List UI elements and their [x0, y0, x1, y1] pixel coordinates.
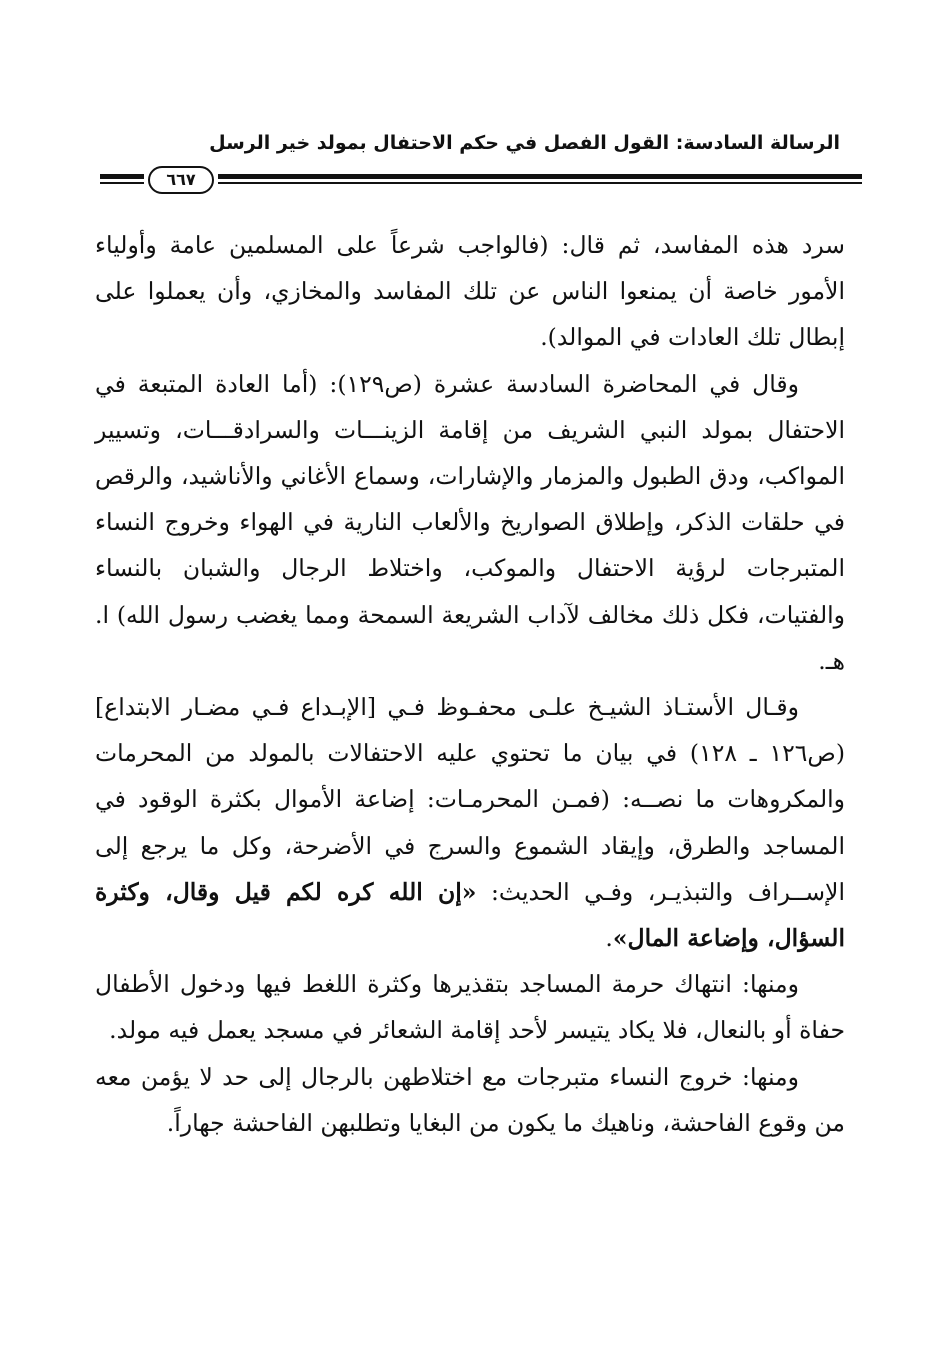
- header-rule-thick-left: [100, 174, 144, 179]
- header-rule-thin-left: [100, 182, 144, 184]
- paragraph-4: ومنها: انتهاك حرمة المساجد بتقذيرها وكثرة اللغط فيها ودخول الأطفال حفاة أو بالنعال، فلا يكاد يتيسر لأحد إقامة الشعائر في مسجد يعمل فيه مولد.: [95, 970, 845, 1045]
- running-header-title: الرسالة السادسة: القول الفصل في حكم الاحتفال بمولد خير الرسل: [209, 132, 840, 154]
- header-rule: [100, 166, 862, 192]
- paragraph-3-tail: .: [605, 924, 613, 953]
- body-text: [95, 222, 845, 1146]
- paragraph-2: وقال في المحاضرة السادسة عشرة (ص١٢٩): (أما العادة المتبعة في الاحتفال بمولد النبي الشريف من إقامة الزينـــات والسرادقـــات، وتسيير المواكب، ودق الطبول والمزمار والإشارات، وسماع الأغاني والأناشيد، والرقص في حلقات الذكر، وإطلاق الصواريخ والألعاب النارية في الهواء وخروج النساء المتبرجات لرؤية الاحتفال والموكب، واختلاط الرجال والشبان بالنساء والفتيات، فكل ذلك مخالف لآداب الشريعة السمحة ومما يغضب رسول الله) ا. هـ.: [95, 369, 845, 675]
- header-rule-thick-right: [218, 174, 862, 179]
- page-number-badge: ٦٦٧: [148, 166, 214, 194]
- hadith-quote: «إن الله كره لكم قيل وقال، وكثرة السؤال، وإضاعة المال»: [95, 877, 845, 953]
- paragraph-1: سرد هذه المفاسد، ثم قال: (فالواجب شرعاً على المسلمين عامة وأولياء الأمور خاصة أن يمنعوا الناس عن تلك المفاسد والمخازي، وأن يعملوا على إبطال تلك العادات في الموالد).: [95, 231, 845, 352]
- header-rule-thin-right: [218, 182, 862, 184]
- paragraph-3-text: وقـال الأستـاذ الشيـخ علـى محفـوظ فـي [الإبـداع فـي مضـار الابتداع] (ص١٢٦ ـ ١٢٨) في بيان ما تحتوي عليه الاحتفالات بالمولد من المحرمات والمكروهات ما نصــه: (فمـن المحرمـات: إضاعة الأموال بكثرة الوقود في المساجد والطرق، وإيقاد الشموع والسرج في الأضرحة، وكل ما يرجع إلى الإســراف والتبذيـر، وفـي الحديث:: [95, 693, 845, 906]
- paragraph-5: ومنها: خروج النساء متبرجات مع اختلاطهن بالرجال إلى حد لا يؤمن معه من وقوع الفاحشة، وناهيك ما يكون من البغايا وتطلبهن الفاحشة جهاراً.: [95, 1062, 845, 1137]
- paragraph-3: [95, 684, 845, 961]
